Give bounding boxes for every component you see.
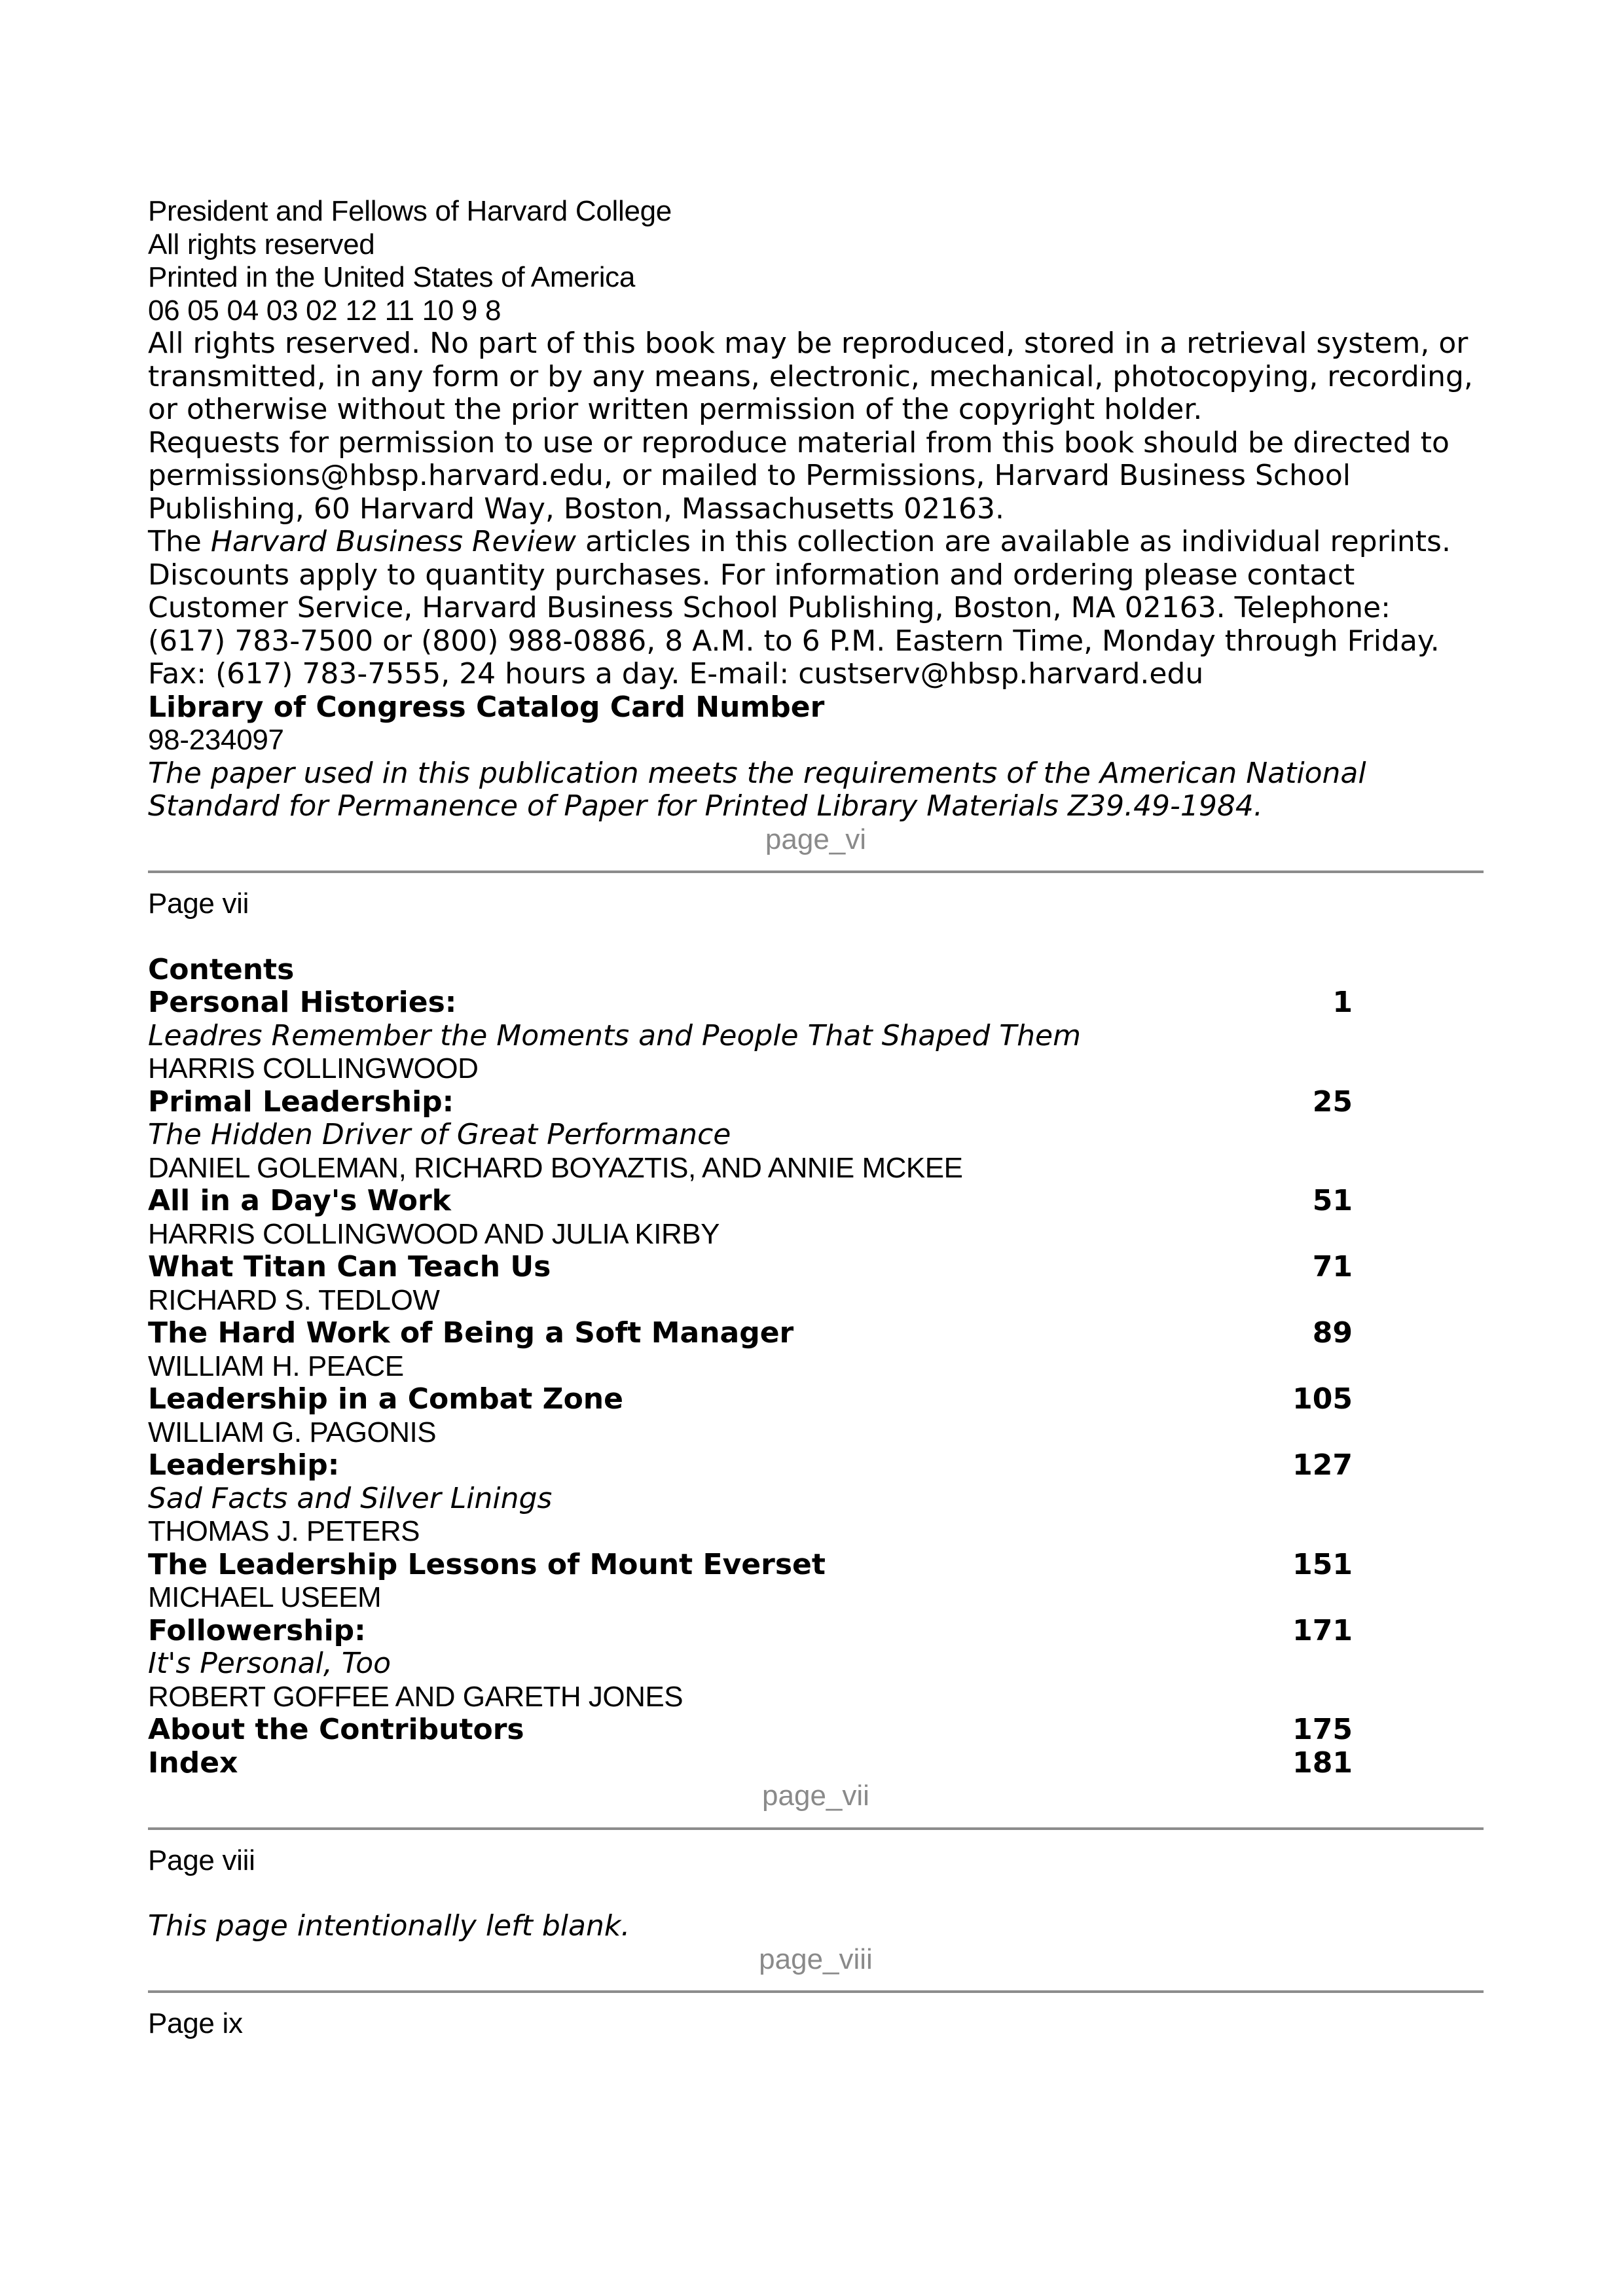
copyright-holder: President and Fellows of Harvard College [148, 195, 672, 227]
toc-entry-page: 175 [1292, 1713, 1353, 1746]
toc-entry-subtitle: The Hidden Driver of Great Performance [148, 1118, 731, 1151]
toc-entry-page: 89 [1312, 1316, 1353, 1350]
toc-entry-subtitle: It's Personal, Too [148, 1647, 392, 1680]
reprints-prefix: The [148, 525, 211, 558]
toc-entry-title: What Titan Can Teach Us [148, 1250, 551, 1283]
toc-entry-row [148, 1713, 1353, 1747]
toc-entry-title: Leadership: [148, 1448, 340, 1482]
toc-entry-subtitle: Sad Facts and Silver Linings [148, 1481, 553, 1515]
page-label-ix: Page ix [148, 2007, 243, 2039]
loc-heading: Library of Congress Catalog Card Number [148, 690, 825, 724]
page-label-viii: Page viii [148, 1844, 255, 1876]
toc-entry-page: 105 [1292, 1382, 1353, 1416]
toc-entry-page: 171 [1292, 1613, 1353, 1647]
printed-line: Printed in the United States of America [148, 261, 636, 293]
toc-entry-title: Followership: [148, 1613, 366, 1647]
page-marker-vi: page_vi [765, 823, 867, 855]
toc-entry-row [148, 1086, 1353, 1119]
reprints-text: articles in this collection are available as individual reprints. Discounts apply to quantity purchases. For information and ordering please contact Customer Service, Harvard Business School Publishing, Boston, MA 02163. Telephone: (617) 783-7500 or (800) 988-0886, 8 A.M. to 6 P.M. Eastern Time, Monday through Friday. Fax: (617) 783-7555, 24 hours a day. E-mail: custserv@hbsp.harvard.edu [148, 525, 1451, 691]
blank-page-note: This page intentionally left blank. [148, 1909, 630, 1943]
document-content [148, 195, 1484, 2041]
permissions-paragraph: Requests for permission to use or reproduce material from this book should be directed to permissions@hbsp.harvard.edu, or mailed to Permissions, Harvard Business School Publishing, 60 Harvard Way, Boston, Massachusetts 02163. [148, 425, 1450, 526]
toc-entry-title: The Hard Work of Being a Soft Manager [148, 1316, 794, 1350]
toc-entry-row [148, 1747, 1353, 1780]
toc-heading: Contents [148, 952, 295, 986]
toc-entry-subtitle: Leadres Remember the Moments and People That Shaped Them [148, 1018, 1081, 1052]
toc-entry-author: HARRIS COLLINGWOOD AND JULIA KIRBY [148, 1217, 720, 1250]
toc-entries [148, 986, 1353, 1780]
toc-entry-title: Personal Histories: [148, 986, 457, 1019]
page-divider [148, 870, 1484, 873]
toc-entry-title: Primal Leadership: [148, 1085, 454, 1119]
toc-entry-row [148, 1449, 1353, 1482]
toc-entry-page: 1 [1332, 986, 1353, 1019]
toc-entry-title: All in a Day's Work [148, 1184, 451, 1217]
rights-paragraph: All rights reserved. No part of this book may be reproduced, stored in a retrieval system, or transmitted, in any form or by any means, electronic, mechanical, photocopying, recording, or otherwise without the prior written permission of the copyright holder. [148, 327, 1473, 426]
toc-entry-row [148, 1251, 1353, 1284]
loc-number: 98-234097 [148, 724, 284, 756]
page-divider [148, 1827, 1484, 1830]
toc-entry-author: DANIEL GOLEMAN, RICHARD BOYAZTIS, AND ANNIE MCKEE [148, 1151, 963, 1184]
toc-entry-title: Leadership in a Combat Zone [148, 1382, 623, 1416]
toc-entry-title: The Leadership Lessons of Mount Everset [148, 1547, 826, 1581]
page-label-vii: Page vii [148, 888, 249, 920]
page-divider [148, 1990, 1484, 1993]
page-marker-viii: page_viii [759, 1943, 873, 1975]
toc-entry-title: About the Contributors [148, 1713, 524, 1746]
hbr-title: Harvard Business Review [210, 525, 576, 558]
toc-entry-row [148, 1317, 1353, 1350]
toc-entry-row [148, 1549, 1353, 1582]
toc-entry-page: 25 [1312, 1085, 1353, 1119]
toc-entry-author: RICHARD S. TEDLOW [148, 1283, 440, 1316]
printing-numbers: 06 05 04 03 02 12 11 10 9 8 [148, 294, 501, 327]
toc-entry-author: WILLIAM H. PEACE [148, 1350, 404, 1382]
toc-entry-author: HARRIS COLLINGWOOD [148, 1052, 479, 1085]
page-marker-vii: page_vii [762, 1780, 869, 1812]
toc-entry-title: Index [148, 1746, 238, 1780]
toc-entry-row [148, 986, 1353, 1020]
toc-entry-row [148, 1383, 1353, 1416]
toc-entry-author: MICHAEL USEEM [148, 1581, 382, 1613]
toc-entry-page: 151 [1292, 1547, 1353, 1581]
toc-entry-author: WILLIAM G. PAGONIS [148, 1416, 437, 1448]
paper-note: The paper used in this publication meets the requirements of the American National Standard for Permanence of Paper for Printed Library Materials Z39.49-1984. [148, 756, 1366, 823]
toc-entry-row [148, 1185, 1353, 1218]
toc-entry-author: THOMAS J. PETERS [148, 1515, 420, 1547]
toc-entry-author: ROBERT GOFFEE AND GARETH JONES [148, 1680, 684, 1713]
toc-entry-page: 181 [1292, 1746, 1353, 1780]
toc-entry-row [148, 1615, 1353, 1648]
reprints-paragraph [148, 526, 1477, 691]
copyright-block [148, 195, 1484, 823]
rights-line: All rights reserved [148, 228, 375, 260]
table-of-contents [148, 954, 1353, 1780]
toc-entry-page: 51 [1312, 1184, 1353, 1217]
toc-entry-page: 71 [1312, 1250, 1353, 1283]
toc-entry-page: 127 [1292, 1448, 1353, 1482]
